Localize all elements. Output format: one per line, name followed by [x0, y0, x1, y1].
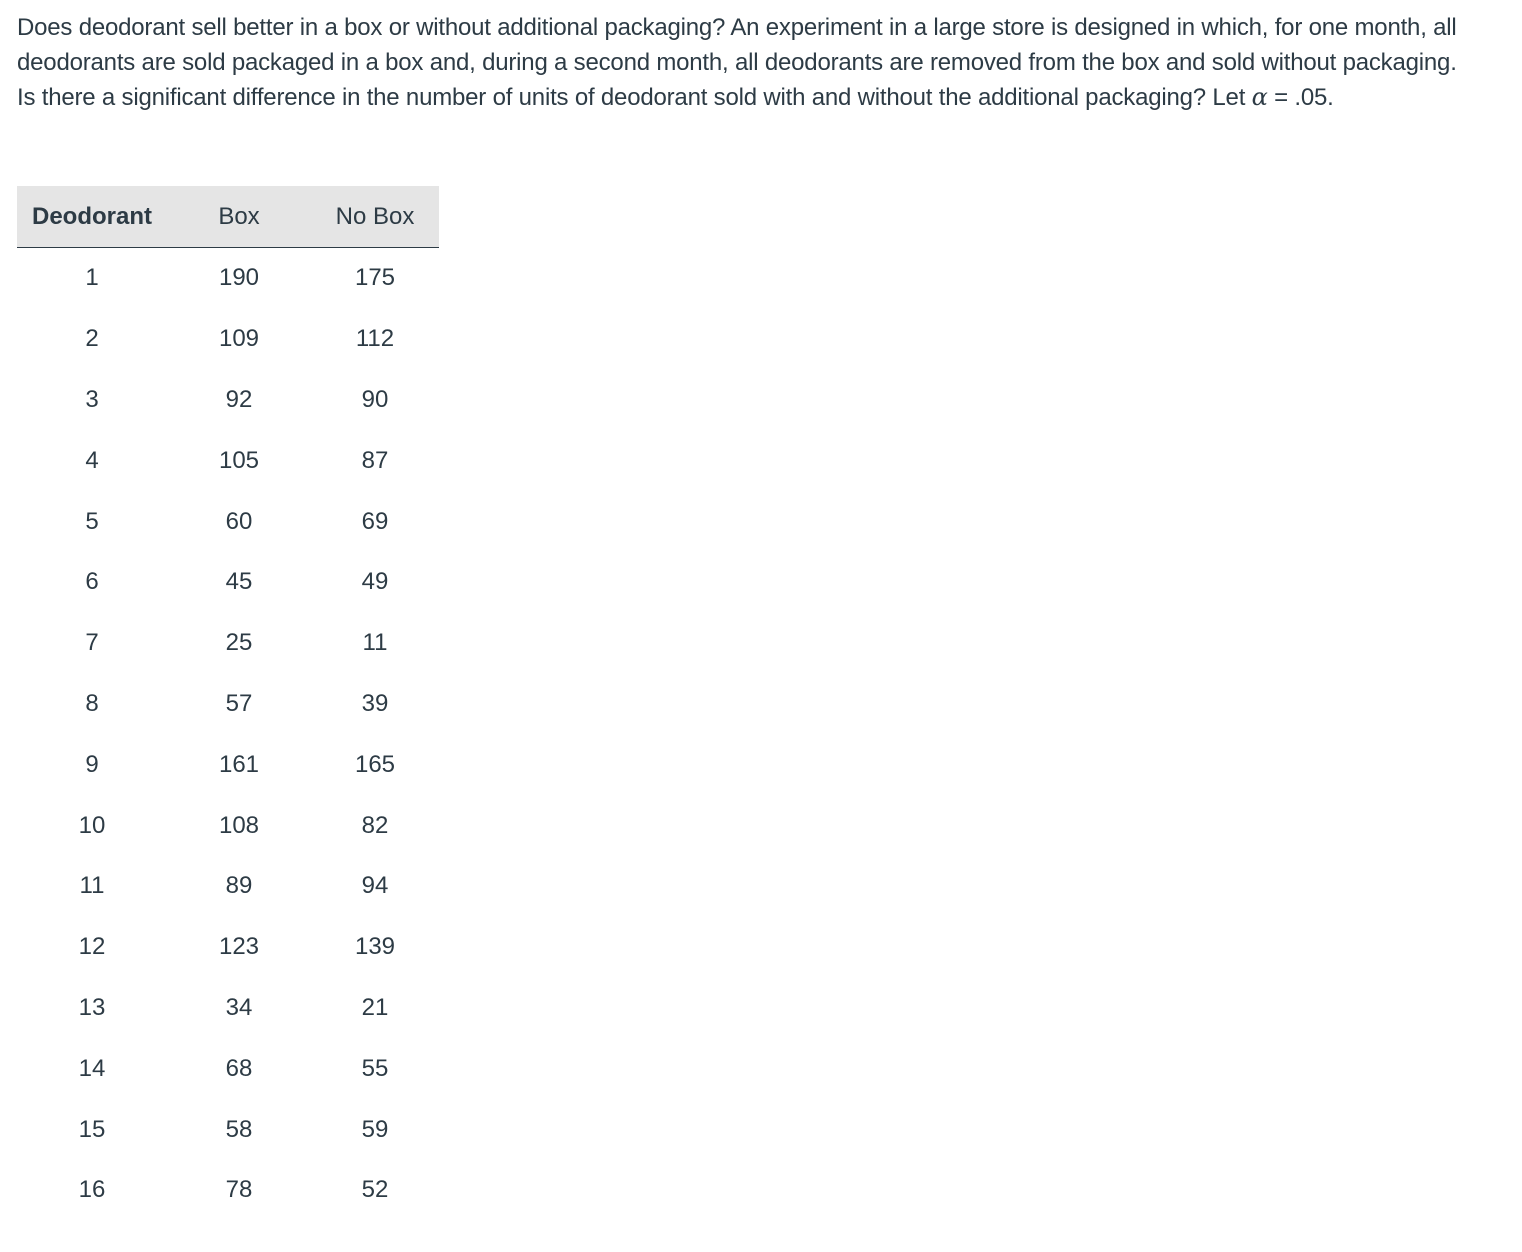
cell-box: 45 [225, 568, 253, 596]
table-row [17, 1099, 439, 1160]
cell-deodorant: 7 [85, 629, 99, 657]
table-row [17, 552, 439, 613]
cell-box: 68 [225, 1054, 253, 1082]
table-row [17, 370, 439, 431]
cell-deodorant: 14 [78, 1054, 106, 1082]
cell-box: 123 [218, 933, 260, 961]
cell-deodorant: 8 [85, 689, 99, 717]
table-body [17, 248, 439, 1221]
cell-deodorant: 12 [78, 933, 106, 961]
alpha-value: = .05. [1267, 84, 1334, 111]
cell-deodorant: 9 [85, 750, 99, 778]
cell-box: 105 [218, 446, 260, 474]
question-body: Does deodorant sell better in a box or without additional packaging? An experiment in a large store is designed in which, for one month, all deodorants are sold packaged in a box and, during a second month, all deodorants are removed from the box and sold without packaging. Is there a significant difference in the number of units of deodorant sold with and without the additional packaging? Let [17, 14, 1457, 111]
header-no-box: No Box [311, 186, 439, 248]
cell-no-box: 59 [361, 1115, 389, 1143]
deodorant-sales-table [17, 186, 439, 1221]
table-row [17, 613, 439, 674]
table-row [17, 248, 439, 309]
cell-no-box: 87 [361, 446, 389, 474]
question-text [17, 10, 1477, 115]
cell-deodorant: 11 [79, 872, 105, 900]
cell-deodorant: 5 [85, 507, 99, 535]
cell-box: 109 [218, 325, 260, 353]
table-row [17, 795, 439, 856]
table-row [17, 309, 439, 370]
cell-box: 78 [225, 1176, 253, 1204]
table-row [17, 734, 439, 795]
cell-box: 190 [218, 264, 260, 292]
cell-deodorant: 13 [78, 993, 106, 1021]
table-row [17, 978, 439, 1039]
table-row [17, 856, 439, 917]
cell-box: 108 [218, 811, 260, 839]
table-row [17, 1160, 439, 1221]
cell-no-box: 55 [361, 1054, 389, 1082]
cell-deodorant: 6 [85, 568, 99, 596]
cell-no-box: 39 [361, 689, 389, 717]
cell-no-box: 112 [355, 325, 395, 353]
cell-deodorant: 10 [78, 811, 106, 839]
table-row [17, 674, 439, 735]
alpha-symbol: α [1251, 83, 1268, 111]
cell-deodorant: 4 [85, 446, 99, 474]
cell-no-box: 21 [361, 993, 389, 1021]
cell-box: 34 [225, 993, 253, 1021]
cell-no-box: 165 [354, 750, 396, 778]
cell-box: 25 [225, 629, 253, 657]
cell-box: 161 [218, 750, 260, 778]
cell-no-box: 52 [361, 1176, 389, 1204]
cell-box: 89 [225, 872, 253, 900]
cell-box: 92 [225, 385, 253, 413]
cell-no-box: 11 [362, 629, 388, 657]
cell-deodorant: 1 [85, 264, 99, 292]
table-row [17, 1038, 439, 1099]
table-row [17, 917, 439, 978]
header-deodorant: Deodorant [17, 186, 167, 248]
header-row [17, 186, 439, 248]
cell-no-box: 139 [354, 933, 396, 961]
cell-deodorant: 2 [85, 325, 99, 353]
cell-box: 60 [225, 507, 253, 535]
cell-box: 57 [225, 689, 253, 717]
cell-no-box: 90 [361, 385, 389, 413]
cell-deodorant: 16 [78, 1176, 106, 1204]
cell-deodorant: 15 [78, 1115, 106, 1143]
table-header [17, 186, 439, 248]
cell-box: 58 [225, 1115, 253, 1143]
table-row [17, 430, 439, 491]
cell-no-box: 82 [361, 811, 389, 839]
cell-no-box: 49 [361, 568, 389, 596]
header-box: Box [167, 186, 311, 248]
table-row [17, 491, 439, 552]
cell-no-box: 69 [361, 507, 389, 535]
cell-no-box: 175 [354, 264, 396, 292]
cell-deodorant: 3 [85, 385, 99, 413]
cell-no-box: 94 [361, 872, 389, 900]
